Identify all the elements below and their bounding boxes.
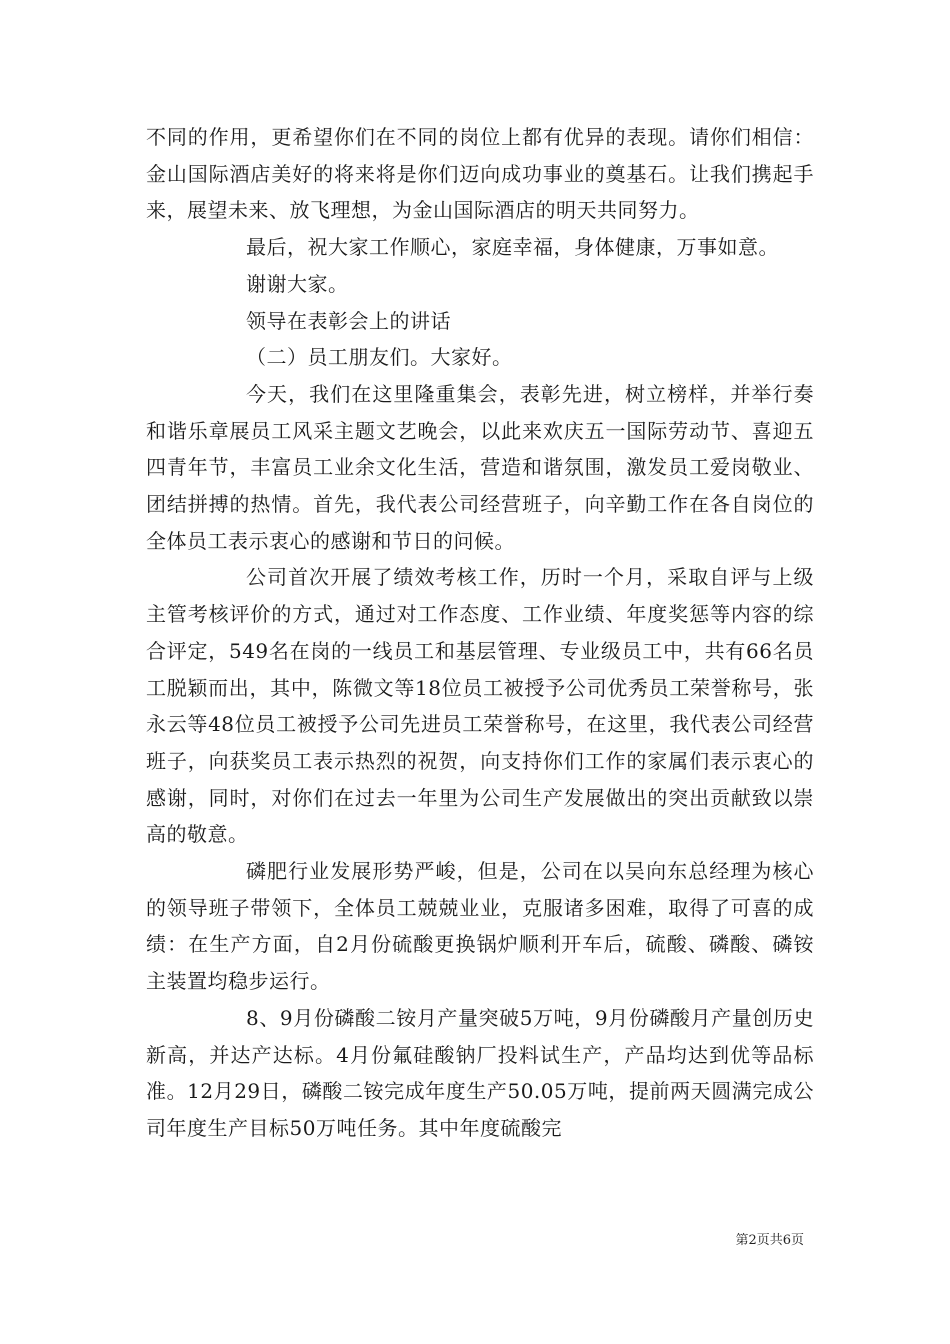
paragraph-production-results: 8、9月份磷酸二铵月产量突破5万吨，9月份磷酸月产量创历史新高，并达产达标。4月份氟硅酸钠厂投料试生产，产品均达到优等品标准。12月29日，磷酸二铵完成年度生产50.05万吨，提前两天圆满完成公司年度生产目标50万吨任务。其中年度硫酸完 bbox=[146, 1005, 814, 1140]
paragraph-opening: 今天，我们在这里隆重集会，表彰先进，树立榜样，并举行奏和谐乐章展员工风采主题文艺晚会，以此来欢庆五一国际劳动节、喜迎五四青年节，丰富员工业余文化生活，营造和谐氛围，激发员工爱岗敬业、团结拼搏的热情。首先，我代表公司经营班子，向辛勤工作在各自岗位的全体员工表示衷心的感谢和节日的问候。 bbox=[146, 381, 814, 553]
section-title: 领导在表彰会上的讲话 bbox=[246, 308, 451, 333]
paragraph-greeting: （二）员工朋友们。大家好。 bbox=[246, 345, 513, 370]
paragraph-continuation: 不同的作用，更希望你们在不同的岗位上都有优异的表现。请你们相信：金山国际酒店美好的将来将是你们迈向成功事业的奠基石。让我们携起手来，展望未来、放飞理想，为金山国际酒店的明天共同努力。 bbox=[146, 125, 814, 223]
paragraph-industry-situation: 磷肥行业发展形势严峻，但是，公司在以吴向东总经理为核心的领导班子带领下，全体员工兢兢业业，克服诸多困难，取得了可喜的成绩：在生产方面，自2月份硫酸更换锅炉顺利开车后，硫酸、磷酸、磷铵主装置均稳步运行。 bbox=[146, 859, 814, 994]
paragraph-closing-wishes: 最后，祝大家工作顺心，家庭幸福，身体健康，万事如意。 bbox=[246, 235, 779, 260]
paragraph-performance-review: 公司首次开展了绩效考核工作，历时一个月，采取自评与上级主管考核评价的方式，通过对工作态度、工作业绩、年度奖惩等内容的综合评定，549名在岗的一线员工和基层管理、专业级员工中，共有66名员工脱颖而出，其中，陈微文等18位员工被授予公司优秀员工荣誉称号，张永云等48位员工被授予公司先进员工荣誉称号，在这里，我代表公司经营班子，向获奖员工表示热烈的祝贺，向支持你们工作的家属们表示衷心的感谢，同时，对你们在过去一年里为公司生产发展做出的突出贡献致以崇高的敬意。 bbox=[146, 565, 814, 847]
document-body bbox=[146, 119, 814, 1147]
page-number-footer: 第2页共6页 bbox=[735, 1233, 804, 1248]
paragraph-thanks: 谢谢大家。 bbox=[246, 271, 349, 296]
